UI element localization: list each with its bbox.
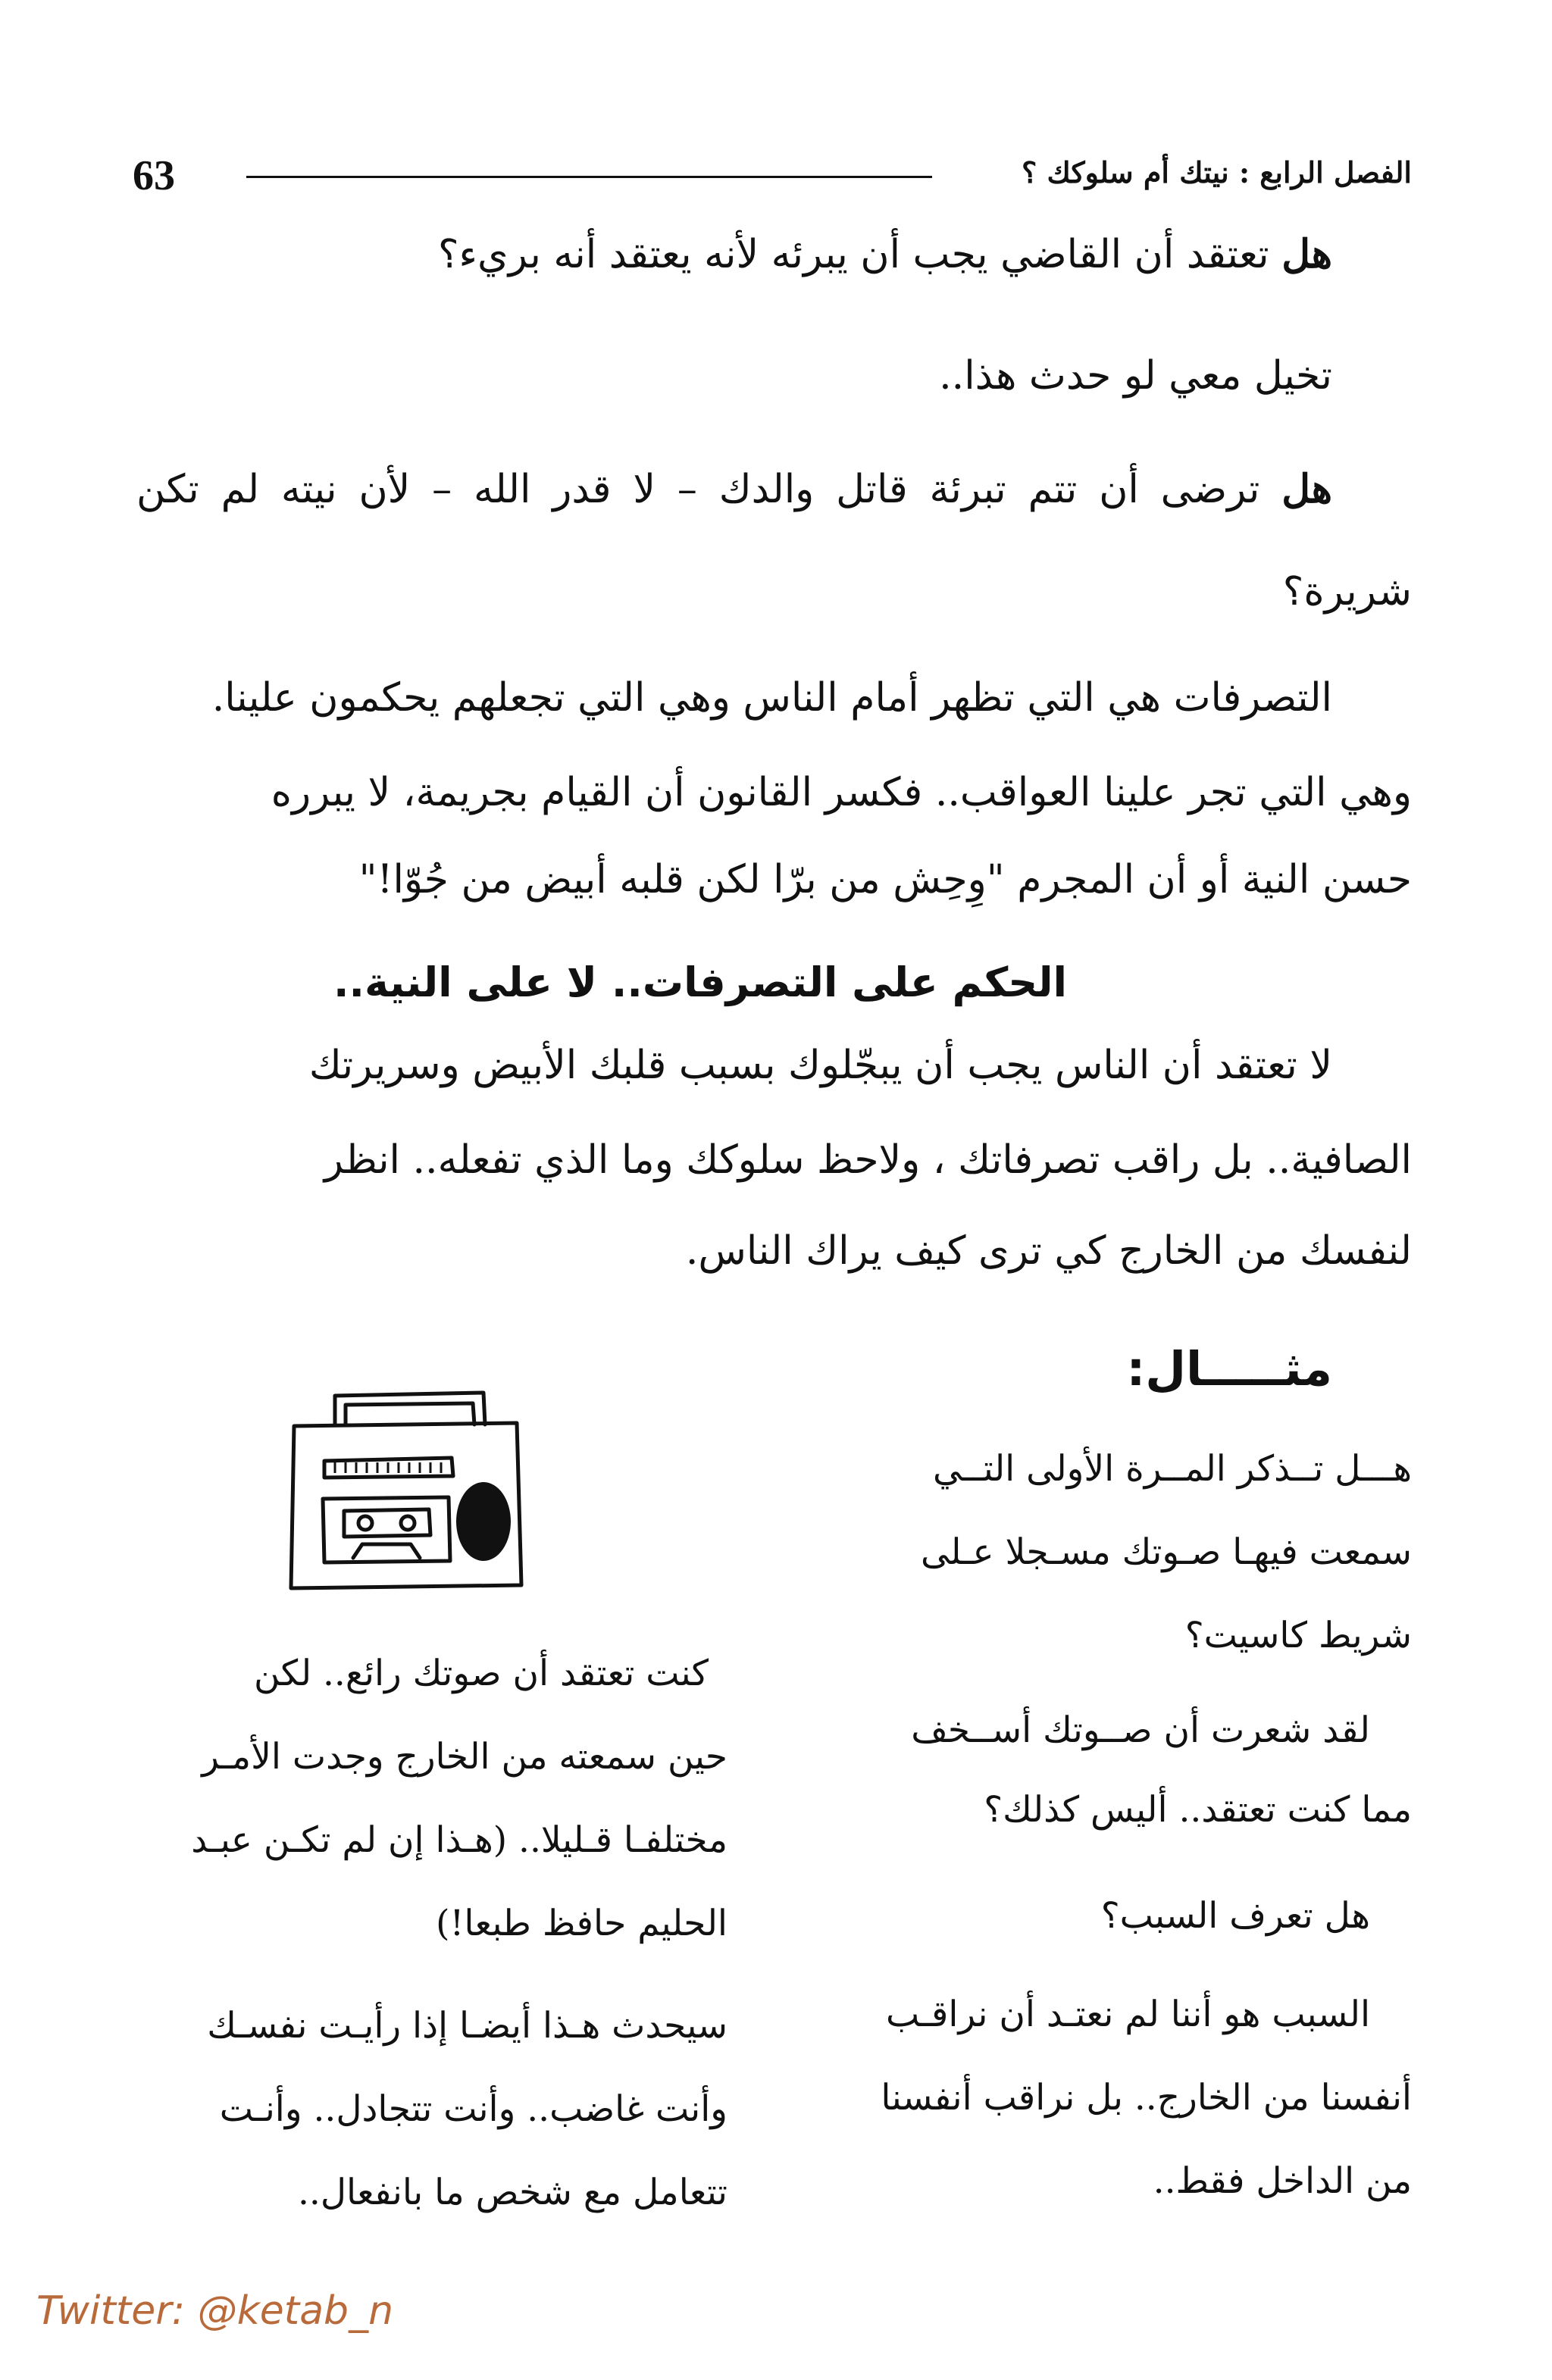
- right-column-line: من الداخل فقط..: [1153, 2160, 1412, 2202]
- section-subheading: الحكم على التصرفات.. لا على النية..: [333, 959, 1067, 1006]
- question-1-lead: هل: [1281, 231, 1332, 277]
- chapter-title: الفصل الرابع : نيتك أم سلوكك ؟: [1022, 155, 1412, 189]
- question-1: [437, 231, 1332, 277]
- left-column-line: كنت تعتقد أن صوتك رائع.. لكن: [253, 1653, 709, 1694]
- paragraph-4-line-1: لا تعتقد أن الناس يجب أن يبجّلوك بسبب قلبك الأبيض وسريرتك: [308, 1043, 1332, 1088]
- header-rule: [246, 176, 932, 178]
- right-column-line: شريط كاسيت؟: [1184, 1615, 1412, 1656]
- question-2-lead: هل: [1281, 466, 1332, 512]
- question-1-text: تعتقد أن القاضي يجب أن يبرئه لأنه يعتقد أنه بريء؟: [437, 232, 1282, 277]
- question-2-line-1: [136, 466, 1332, 512]
- right-column-line: هل تعرف السبب؟: [1100, 1895, 1370, 1937]
- right-column-line: أنفسنا من الخارج.. بل نراقب أنفسنا: [881, 2077, 1412, 2119]
- left-column-line: الحليم حافظ طبعا!): [436, 1903, 728, 1944]
- question-2-text: ترضى أن تتم تبرئة قاتل والدك – لا قدر الله – لأن نيته لم تكن: [136, 467, 1282, 512]
- page-number: 63: [133, 152, 175, 199]
- left-column-line: مختلفـا قـليلا.. (هـذا إن لم تكـن عبـد: [191, 1819, 728, 1861]
- imagine-line: تخيل معي لو حدث هذا..: [939, 353, 1332, 399]
- right-column-line: هـــل تــذكر المــرة الأولى التــي: [932, 1448, 1412, 1490]
- twitter-watermark: Twitter: @ketab_n: [36, 2288, 394, 2334]
- paragraph-3-line-3: حسن النية أو أن المجرم "وِحِش من برّا لكن قلبه أبيض من جُوّا!": [358, 857, 1412, 902]
- cassette-radio-icon: [280, 1379, 530, 1599]
- paragraph-3-line-2: وهي التي تجر علينا العواقب.. فكسر القانون أن القيام بجريمة، لا يبرره: [271, 770, 1412, 815]
- paragraph-3-line-1: التصرفات هي التي تظهر أمام الناس وهي التي تجعلهم يحكمون علينا.: [211, 675, 1332, 721]
- paragraph-4-line-2: الصافية.. بل راقب تصرفاتك ، ولاحظ سلوكك وما الذي تفعله.. انظر: [324, 1137, 1412, 1183]
- right-column-line: مما كنت تعتقد.. أليس كذلك؟: [984, 1789, 1412, 1831]
- right-column-line: السبب هو أننا لم نعتـد أن نراقـب: [886, 1994, 1370, 2035]
- question-2-line-2: شريرة؟: [1282, 569, 1412, 615]
- left-column-line: سيحدث هـذا أيضـا إذا رأيـت نفسـك: [207, 2005, 728, 2047]
- right-column-line: لقد شعرت أن صــوتك أســخف: [911, 1709, 1370, 1751]
- left-column-line: تتعامل مع شخص ما بانفعال..: [297, 2172, 728, 2213]
- right-column-line: سمعت فيهـا صـوتك مسـجلا عـلى: [921, 1531, 1412, 1573]
- paragraph-4-line-3: لنفسك من الخارج كي ترى كيف يراك الناس.: [685, 1228, 1412, 1274]
- left-column-line: وأنت غاضب.. وأنت تتجادل.. وأنـت: [219, 2088, 728, 2130]
- left-column-line: حين سمعته من الخارج وجدت الأمـر: [202, 1736, 728, 1778]
- example-heading: مثـــــال:: [1126, 1341, 1332, 1396]
